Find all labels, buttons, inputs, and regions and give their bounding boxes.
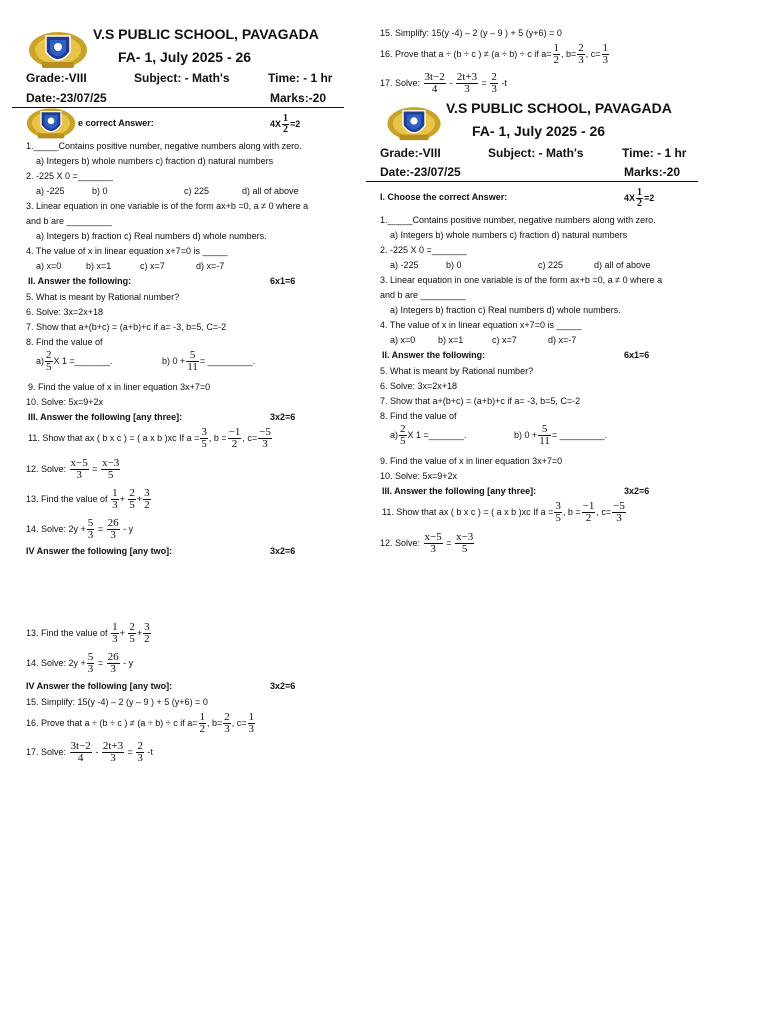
q9-right: 9. Find the value of x in liner equation 3x+7=0: [380, 456, 563, 466]
section-4-title-repeat: IV Answer the following [any two]:: [26, 681, 173, 691]
section-4-marks-repeat: 3x2=6: [270, 681, 296, 691]
q2-a-right: a) -225: [390, 260, 419, 270]
q6: 6. Solve: 3x=2x+18: [26, 307, 104, 317]
q4-b: b) x=1: [86, 261, 112, 271]
date: Date:-23/07/25: [26, 91, 107, 105]
q3-line2-right: and b are _________: [380, 290, 466, 300]
q13: 13. Find the value of $\frac{1}{3}$ + $\frac{2}{5}$ + $\frac{3}{2}$: [26, 487, 150, 511]
q4-c: c) x=7: [140, 261, 165, 271]
section-2-marks: 6x1=6: [270, 276, 296, 286]
exam-title: FA- 1, July 2025 - 26: [118, 49, 252, 65]
q4-right: 4. The value of x in linear equation x+7=0 is _____: [380, 320, 582, 330]
exam-title-right: FA- 1, July 2025 - 26: [472, 123, 606, 139]
q2-a: a) -225: [36, 186, 65, 196]
q12-right: 12. Solve: $\frac{x-5}{3}$ = $\frac{x-3}{5}$: [380, 531, 474, 555]
section-3-marks-right: 3x2=6: [624, 486, 650, 496]
q4-a: a) x=0: [36, 261, 62, 271]
q17: 17. Solve: $\frac{3t-2}{4}$ - $\frac{2t+3}{3}$ = $\frac{2}{3}$ -t: [380, 71, 507, 95]
q11: 11. Show that ax ( b x c ) = ( a x b )xc If a = $\frac{3}{5}$ , b = $\frac{-1}{2}$ , c= $\frac{-5}{3}$: [28, 426, 271, 450]
section-4-marks: 3x2=6: [270, 546, 296, 556]
q16-repeat: 16. Prove that a ÷ (b ÷ c ) ≠ (a ÷ b) ÷ c if a= $\frac{1}{2}$ , b= $\frac{2}{3}$ , c= $\frac{1}{3}$: [26, 711, 255, 735]
section-2-title: II. Answer the following:: [28, 276, 132, 286]
section-1-marks-right: 4X $\frac{1}{2}$ =2: [624, 187, 655, 209]
q4-c-right: c) x=7: [492, 335, 517, 345]
subject: Subject: - Math's: [134, 71, 230, 85]
school-logo-right: [384, 98, 444, 142]
q2: 2. -225 X 0 =_______: [26, 171, 113, 181]
q8: 8. Find the value of: [26, 337, 103, 347]
q3-line1: 3. Linear equation in one variable is of the form ax+b =0, a ≠ 0 where a: [26, 201, 309, 211]
q2-c: c) 225: [184, 186, 210, 196]
q12: 12. Solve: $\frac{x-5}{3}$ = $\frac{x-3}{5}$: [26, 457, 120, 481]
section-1-title-partial: e correct Answer:: [78, 118, 154, 128]
q8-a: a) $\frac{2}{5}$ X 1 =_______.: [36, 349, 113, 373]
q17-repeat: 17. Solve: $\frac{3t-2}{4}$ - $\frac{2t+3}{3}$ = $\frac{2}{3}$ -t: [26, 740, 153, 764]
q1-options-right: a) Integers b) whole numbers c) fraction d) natural numbers: [390, 230, 628, 240]
time-right: Time: - 1 hr: [622, 146, 687, 160]
q2-b-right: b) 0: [446, 260, 462, 270]
q2-right: 2. -225 X 0 =_______: [380, 245, 467, 255]
q15-repeat: 15. Simplify: 15(y -4) – 2 (y – 9 ) + 5 (y+6) = 0: [26, 697, 208, 707]
q1-options: a) Integers b) whole numbers c) fraction d) natural numbers: [36, 156, 274, 166]
q9: 9. Find the value of x in liner equation 3x+7=0: [28, 382, 211, 392]
q3-options-right: a) Integers b) fraction c) Real numbers d) whole numbers.: [390, 305, 621, 315]
time: Time: - 1 hr: [268, 71, 333, 85]
q2-b: b) 0: [92, 186, 108, 196]
q11-right: 11. Show that ax ( b x c ) = ( a x b )xc If a = $\frac{3}{5}$ , b = $\frac{-1}{2}$ , c= $\frac{-5}{3}$: [382, 500, 625, 524]
q16: 16. Prove that a ÷ (b ÷ c ) ≠ (a ÷ b) ÷ c if a= $\frac{1}{2}$ , b= $\frac{2}{3}$ , c= $\frac{1}{3}$: [380, 42, 609, 66]
q4: 4. The value of x in linear equation x+7=0 is _____: [26, 246, 228, 256]
marks: Marks:-20: [270, 91, 327, 105]
school-logo: [28, 22, 88, 70]
q7-right: 7. Show that a+(b+c) = (a+b)+c if a= -3, b=5, C=-2: [380, 396, 581, 406]
header-rule-right: [366, 181, 698, 182]
q8-a-right: a) $\frac{2}{5}$ X 1 =_______.: [390, 423, 467, 447]
section-1-title-right: I. Choose the correct Answer:: [380, 192, 508, 202]
q10-right: 10. Solve: 5x=9+2x: [380, 471, 458, 481]
q4-d: d) x=-7: [196, 261, 225, 271]
q13-repeat: 13. Find the value of $\frac{1}{3}$ + $\frac{2}{5}$ + $\frac{3}{2}$: [26, 621, 150, 645]
section-3-title: III. Answer the following [any three]:: [28, 412, 183, 422]
q3-line1-right: 3. Linear equation in one variable is of the form ax+b =0, a ≠ 0 where a: [380, 275, 663, 285]
q6-right: 6. Solve: 3x=2x+18: [380, 381, 458, 391]
date-right: Date:-23/07/25: [380, 165, 461, 179]
q4-a-right: a) x=0: [390, 335, 416, 345]
q15: 15. Simplify: 15(y -4) – 2 (y – 9 ) + 5 (y+6) = 0: [380, 28, 562, 38]
q1: 1._____Contains positive number, negative numbers along with zero.: [26, 141, 302, 151]
section-2-title-right: II. Answer the following:: [382, 350, 486, 360]
q2-c-right: c) 225: [538, 260, 564, 270]
q3-options: a) Integers b) fraction c) Real numbers d) whole numbers.: [36, 231, 267, 241]
q4-b-right: b) x=1: [438, 335, 464, 345]
grade: Grade:-VIII: [26, 71, 87, 85]
section-1-marks: 4X $\frac{1}{2}$ =2: [270, 113, 301, 135]
q8-b: b) 0 + $\frac{5}{11}$ = _________.: [162, 349, 256, 373]
q3-line2: and b are _________: [26, 216, 112, 226]
q5-right: 5. What is meant by Rational number?: [380, 366, 534, 376]
section-3-marks: 3x2=6: [270, 412, 296, 422]
q14-repeat: 14. Solve: 2y + $\frac{5}{3}$ = $\frac{26}{3}$ - y: [26, 651, 134, 675]
school-name: V.S PUBLIC SCHOOL, PAVAGADA: [93, 26, 319, 42]
q1-right: 1._____Contains positive number, negative numbers along with zero.: [380, 215, 656, 225]
marks-right: Marks:-20: [624, 165, 681, 179]
section-2-marks-right: 6x1=6: [624, 350, 650, 360]
q14: 14. Solve: 2y + $\frac{5}{3}$ = $\frac{26}{3}$ - y: [26, 517, 134, 541]
section-3-title-right: III. Answer the following [any three]:: [382, 486, 537, 496]
q7: 7. Show that a+(b+c) = (a+b)+c if a= -3, b=5, C=-2: [26, 322, 227, 332]
q4-d-right: d) x=-7: [548, 335, 577, 345]
subject-right: Subject: - Math's: [488, 146, 584, 160]
q8-b-right: b) 0 + $\frac{5}{11}$ = _________.: [514, 423, 608, 447]
q5: 5. What is meant by Rational number?: [26, 292, 180, 302]
q2-d: d) all of above: [242, 186, 299, 196]
school-logo-overlap: [26, 100, 76, 140]
q8-right: 8. Find the value of: [380, 411, 457, 421]
school-name-right: V.S PUBLIC SCHOOL, PAVAGADA: [446, 100, 672, 116]
grade-right: Grade:-VIII: [380, 146, 441, 160]
q2-d-right: d) all of above: [594, 260, 651, 270]
q10: 10. Solve: 5x=9+2x: [26, 397, 104, 407]
section-4-title: IV Answer the following [any two]:: [26, 546, 173, 556]
